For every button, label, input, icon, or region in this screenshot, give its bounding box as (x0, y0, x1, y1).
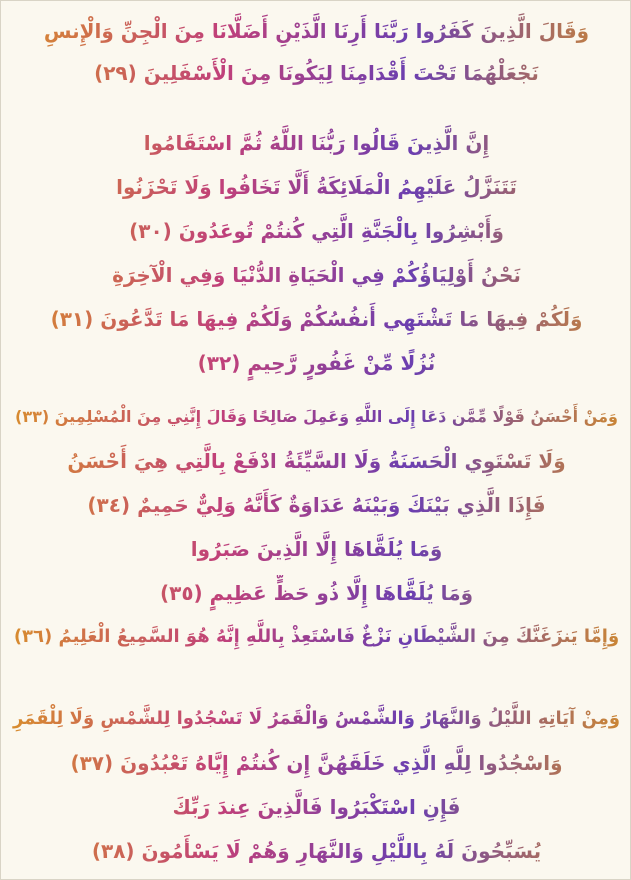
verse-line: وَإِمَّا يَنزَغَنَّكَ مِنَ الشَّيْطَانِ نَزْغٌ فَاسْتَعِذْ بِاللَّهِ إِنَّهُ هُوَ السَّمِيعُ الْعَلِيمُ (٣٦) (1, 619, 631, 655)
verse-line: تَتَنَزَّلُ عَلَيْهِمُ الْمَلَائِكَةُ أَلَّا تَخَافُوا وَلَا تَحْزَنُوا (1, 169, 631, 205)
verse-line: نَجْعَلْهُمَا تَحْتَ أَقْدَامِنَا لِيَكُونَا مِنَ الْأَسْفَلِينَ (٢٩) (1, 55, 631, 91)
verse-line: نُزُلًا مِّنْ غَفُورٍ رَّحِيمٍ (٣٢) (1, 345, 631, 381)
verse-line: وَمِنْ آيَاتِهِ اللَّيْلُ وَالنَّهَارُ وَالشَّمْسُ وَالْقَمَرُ لَا تَسْجُدُوا لِلشَّمْسِ وَلَا لِلْقَمَرِ (1, 701, 631, 737)
verse-line: وَلَا تَسْتَوِي الْحَسَنَةُ وَلَا السَّيِّئَةُ ادْفَعْ بِالَّتِي هِيَ أَحْسَنُ (1, 443, 631, 479)
verse-line: نَحْنُ أَوْلِيَاؤُكُمْ فِي الْحَيَاةِ الدُّنْيَا وَفِي الْآخِرَةِ (1, 257, 631, 293)
verse-line: يُسَبِّحُونَ لَهُ بِاللَّيْلِ وَالنَّهَارِ وَهُمْ لَا يَسْأَمُونَ (٣٨) (1, 833, 631, 869)
verse-line: إِنَّ الَّذِينَ قَالُوا رَبُّنَا اللَّهُ ثُمَّ اسْتَقَامُوا (1, 125, 631, 161)
verse-line: وَمَنْ أَحْسَنُ قَوْلًا مِّمَّن دَعَا إِلَى اللَّهِ وَعَمِلَ صَالِحًا وَقَالَ إِنَّنِي مِنَ الْمُسْلِمِينَ (٣٣) (1, 399, 631, 435)
verse-line: وَلَكُمْ فِيهَا مَا تَشْتَهِي أَنفُسُكُمْ وَلَكُمْ فِيهَا مَا تَدَّعُونَ (٣١) (1, 301, 631, 337)
verse-line: وَقَالَ الَّذِينَ كَفَرُوا رَبَّنَا أَرِنَا الَّذَيْنِ أَضَلَّانَا مِنَ الْجِنِّ وَالْإِنسِ (1, 13, 631, 49)
verse-line: وَمَا يُلَقَّاهَا إِلَّا الَّذِينَ صَبَرُوا (1, 531, 631, 567)
verse-line: وَأَبْشِرُوا بِالْجَنَّةِ الَّتِي كُنتُمْ تُوعَدُونَ (٣٠) (1, 213, 631, 249)
verse-line: وَاسْجُدُوا لِلَّهِ الَّذِي خَلَقَهُنَّ إِن كُنتُمْ إِيَّاهُ تَعْبُدُونَ (٣٧) (1, 745, 631, 781)
verse-line: وَمَا يُلَقَّاهَا إِلَّا ذُو حَظٍّ عَظِيمٍ (٣٥) (1, 575, 631, 611)
verse-line: فَإِذَا الَّذِي بَيْنَكَ وَبَيْنَهُ عَدَاوَةٌ كَأَنَّهُ وَلِيٌّ حَمِيمٌ (٣٤) (1, 487, 631, 523)
verse-line: فَإِنِ اسْتَكْبَرُوا فَالَّذِينَ عِندَ رَبِّكَ (1, 789, 631, 825)
